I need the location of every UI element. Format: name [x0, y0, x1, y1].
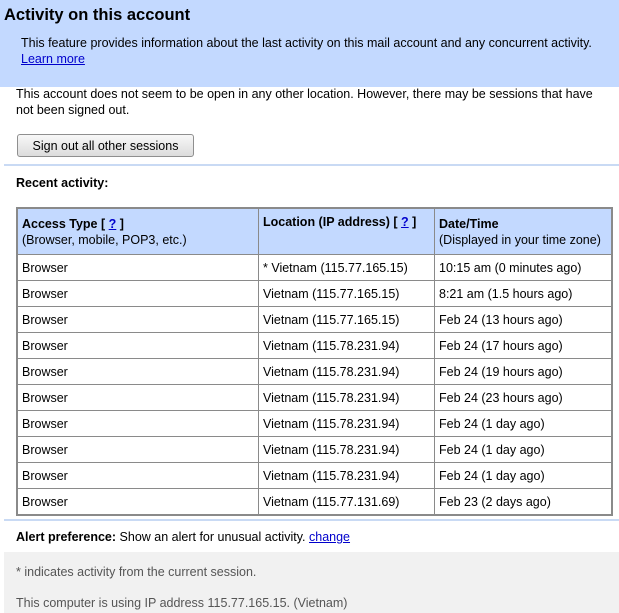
access-type-cell: Browser	[17, 307, 259, 333]
table-row	[17, 437, 612, 463]
current-session-note: * indicates activity from the current session.	[16, 565, 257, 579]
current-ip-text: This computer is using IP address 115.77.165.15. (Vietnam)	[16, 596, 348, 610]
learn-more-link[interactable]: Learn more	[21, 52, 85, 66]
date-time-subtitle: (Displayed in your time zone)	[439, 233, 601, 247]
date-time-cell: Feb 24 (1 day ago)	[435, 463, 613, 489]
location-help-link[interactable]: ?	[401, 215, 409, 229]
table-row	[17, 255, 612, 281]
page-title: Activity on this account	[4, 6, 191, 24]
access-type-cell: Browser	[17, 359, 259, 385]
session-status-text: This account does not seem to be open in any other location. However, there may be sessions that have not been signed out.	[16, 87, 593, 117]
table-row	[17, 307, 612, 333]
date-time-cell: Feb 24 (17 hours ago)	[435, 333, 613, 359]
location-cell: Vietnam (115.78.231.94)	[259, 411, 435, 437]
location-title: Location (IP address)	[263, 215, 390, 229]
header-access-type: Access Type [ ? ] (Browser, mobile, POP3, etc.)	[17, 208, 259, 255]
date-time-cell: Feb 24 (23 hours ago)	[435, 385, 613, 411]
access-type-cell: Browser	[17, 489, 259, 516]
access-type-cell: Browser	[17, 385, 259, 411]
description-text: This feature provides information about the last activity on this mail account and any concurrent activity.	[21, 36, 592, 50]
location-cell: Vietnam (115.78.231.94)	[259, 333, 435, 359]
sign-out-all-sessions-button[interactable]: Sign out all other sessions	[17, 134, 194, 157]
header-description	[21, 35, 615, 67]
access-type-subtitle: (Browser, mobile, POP3, etc.)	[22, 233, 187, 247]
divider	[4, 164, 619, 166]
access-type-cell: Browser	[17, 333, 259, 359]
change-alert-link[interactable]: change	[309, 530, 351, 544]
access-type-title: Access Type	[22, 217, 98, 231]
table-header-row	[17, 208, 612, 255]
recent-activity-label: Recent activity:	[16, 176, 109, 190]
alert-preference-text: Show an alert for unusual activity.	[119, 530, 306, 544]
date-time-cell: Feb 24 (1 day ago)	[435, 437, 613, 463]
location-cell: Vietnam (115.77.165.15)	[259, 307, 435, 333]
location-cell: Vietnam (115.77.131.69)	[259, 489, 435, 516]
table-row	[17, 489, 612, 516]
location-cell: Vietnam (115.78.231.94)	[259, 437, 435, 463]
activity-table	[16, 207, 613, 516]
date-time-cell: Feb 24 (1 day ago)	[435, 411, 613, 437]
access-type-cell: Browser	[17, 255, 259, 281]
table-row	[17, 385, 612, 411]
table-row	[17, 411, 612, 437]
location-cell: Vietnam (115.78.231.94)	[259, 359, 435, 385]
access-type-cell: Browser	[17, 463, 259, 489]
access-type-cell: Browser	[17, 437, 259, 463]
location-cell: Vietnam (115.77.165.15)	[259, 281, 435, 307]
header-location: Location (IP address) [ ? ]	[259, 208, 435, 255]
date-time-cell: 10:15 am (0 minutes ago)	[435, 255, 613, 281]
divider	[4, 519, 619, 521]
alert-preference-label: Alert preference:	[16, 530, 117, 544]
footer	[4, 552, 619, 613]
date-time-cell: 8:21 am (1.5 hours ago)	[435, 281, 613, 307]
table-row	[17, 333, 612, 359]
date-time-title: Date/Time	[439, 217, 499, 231]
location-cell: Vietnam (115.78.231.94)	[259, 463, 435, 489]
access-type-help-link[interactable]: ?	[108, 217, 117, 231]
date-time-cell: Feb 24 (19 hours ago)	[435, 359, 613, 385]
header-date-time	[435, 208, 613, 255]
alert-preference	[16, 530, 350, 544]
table-row	[17, 359, 612, 385]
location-cell: * Vietnam (115.77.165.15)	[259, 255, 435, 281]
table-row	[17, 463, 612, 489]
access-type-cell: Browser	[17, 411, 259, 437]
date-time-cell: Feb 23 (2 days ago)	[435, 489, 613, 516]
date-time-cell: Feb 24 (13 hours ago)	[435, 307, 613, 333]
access-type-cell: Browser	[17, 281, 259, 307]
activity-header	[0, 0, 619, 87]
location-cell: Vietnam (115.78.231.94)	[259, 385, 435, 411]
table-row	[17, 281, 612, 307]
